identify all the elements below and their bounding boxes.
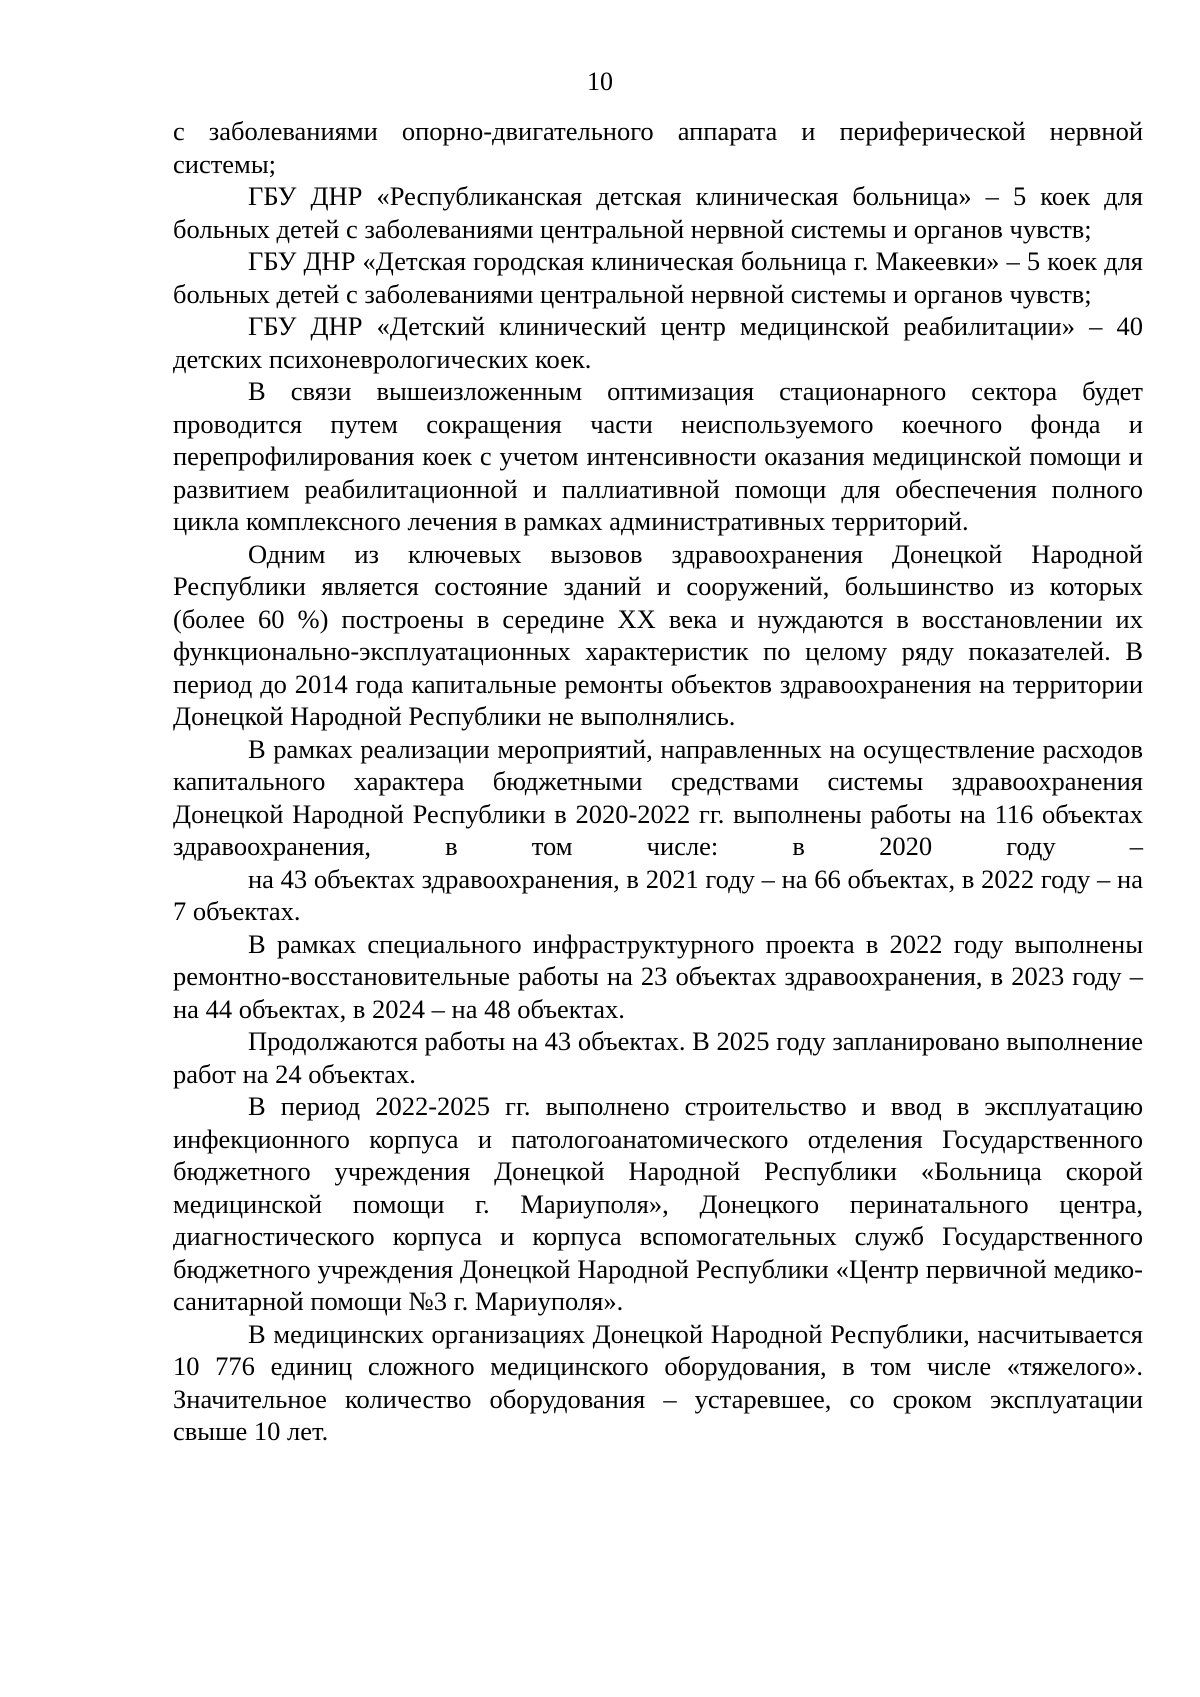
page-number: 10 [587,67,613,96]
paragraph-ongoing-works: Продолжаются работы на 43 объектах. В 2025 году запланировано выполнение работ на 24 объектах. [173,1026,1143,1089]
paragraph-republican-childrens-hospital: ГБУ ДНР «Республиканская детская клиническая больница» – 5 коек для больных детей с заболеваниями центральной нервной системы и органов чувств; [173,181,1143,244]
paragraph-rehabilitation-center: ГБУ ДНР «Детский клинический центр медицинской реабилитации» – 40 детских психоневрологических коек. [173,311,1143,374]
paragraph-infrastructure-project: В рамках специального инфраструктурного проекта в 2022 году выполнены ремонтно-восстановительные работы на 23 объектах здравоохранения, в 2023 году – на 44 объектах, в 2024 – на 48 объектах. [173,928,1143,1024]
paragraph-construction-2022-2025: В период 2022-2025 гг. выполнено строительство и ввод в эксплуатацию инфекционного корпуса и патологоанатомического отделения Государственного бюджетного учреждения Донецкой Народной Республики «Больница скорой медицинской помощи г. Мариуполя», Донецкого перинатального центра, диагностического корпуса и корпуса вспомогательных служб Государственного бюджетного учреждения Донецкой Народной Республики «Центр первичной медико-санитарной помощи №3 г. Мариуполя». [173,1091,1143,1316]
paragraph-makeevka-childrens-hospital: ГБУ ДНР «Детская городская клиническая больница г. Макеевки» – 5 коек для больных детей с заболеваниями центральной нервной системы и органов чувств; [173,246,1143,309]
paragraph-building-condition: Одним из ключевых вызовов здравоохранения Донецкой Народной Республики является состояние зданий и сооружений, большинство из которых (более 60 %) построены в середине XX века и нуждаются в восстановлении их функционально-эксплуатационных характеристик по целому ряду показателей. В период до 2014 года капитальные ремонты объектов здравоохранения на территории Донецкой Народной Республики не выполнялись. [173,538,1143,731]
paragraph-capital-repairs-2020-2022: В рамках реализации мероприятий, направленных на осуществление расходов капитального характера бюджетными средствами системы здравоохранения Донецкой Народной Республики в 2020-2022 гг. выполнены работы на 116 объектах здравоохранения, в том числе: в 2020 году – [173,733,1143,861]
paragraph-medical-equipment: В медицинских организациях Донецкой Народной Республики, насчитывается 10 776 единиц сложного медицинского оборудования, в том числе «тяжелого». Значительное количество оборудования – устаревшее, со сроком эксплуатации свыше 10 лет. [173,1318,1143,1446]
paragraph-continuation: с заболеваниями опорно-двигательного аппарата и периферической нервной системы; [173,116,1143,179]
paragraph-inpatient-optimization: В связи вышеизложенным оптимизация стационарного сектора будет проводится путем сокращения части неиспользуемого коечного фонда и перепрофилирования коек с учетом интенсивности оказания медицинской помощи и развитием реабилитационной и паллиативной помощи для обеспечения полного цикла комплексного лечения в рамках административных территорий. [173,376,1143,536]
document-body [173,115,1143,1448]
paragraph-repairs-by-year: на 43 объектах здравоохранения, в 2021 году – на 66 объектах, в 2022 году – на 7 объектах. [173,863,1143,926]
